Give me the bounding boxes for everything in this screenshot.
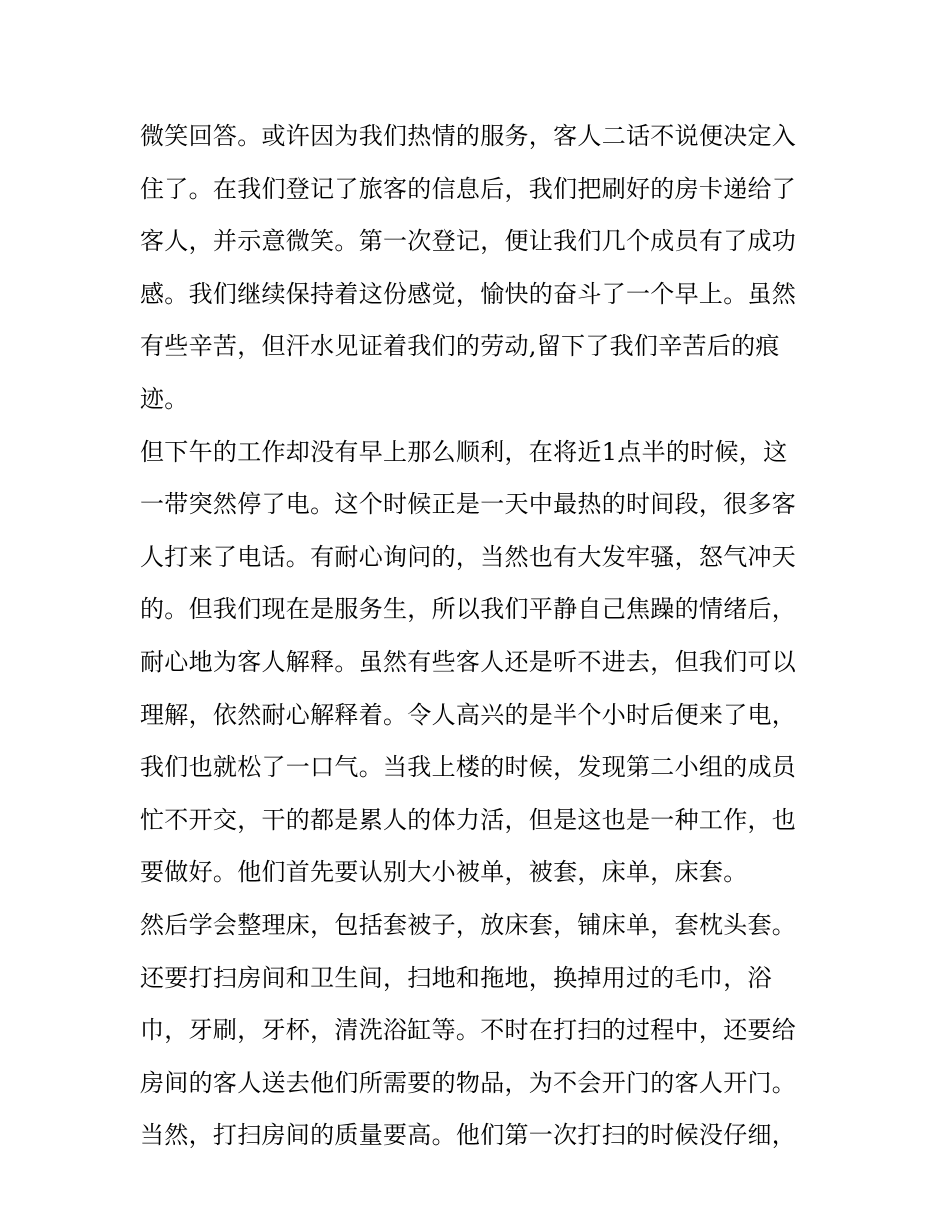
text-line: 有些辛苦，但汗水见证着我们的劳动,留下了我们辛苦后的痕 — [140, 332, 780, 361]
text-line: 人打来了电话。有耐心询问的，当然也有大发牢骚，怒气冲天 — [140, 542, 797, 571]
text-line: 的。但我们现在是服务生，所以我们平静自己焦躁的情绪后， — [140, 595, 797, 624]
body-text — [140, 110, 830, 1162]
text-line: 还要打扫房间和卫生间，扫地和拖地，换掉用过的毛巾，浴 — [140, 963, 772, 992]
text-line: 住了。在我们登记了旅客的信息后，我们把刷好的房卡递给了 — [140, 174, 797, 203]
text-line: 感。我们继续保持着这份感觉，愉快的奋斗了一个早上。虽然 — [140, 279, 797, 308]
text-line: 忙不开交，干的都是累人的体力活，但是这也是一种工作，也 — [140, 805, 797, 834]
text-line: 当然，打扫房间的质量要高。他们第一次打扫的时候没仔细， — [140, 1121, 797, 1150]
text-line: 然后学会整理床，包括套被子，放床套，铺床单，套枕头套。 — [140, 910, 797, 939]
text-line: 迹。 — [140, 384, 189, 413]
text-line: 客人，并示意微笑。第一次登记，便让我们几个成员有了成功 — [140, 227, 797, 256]
text-line: 但下午的工作却没有早上那么顺利，在将近1点半的时候，这 — [140, 437, 788, 466]
text-line: 我们也就松了一口气。当我上楼的时候，发现第二小组的成员 — [140, 753, 797, 782]
text-line: 要做好。他们首先要认别大小被单，被套，床单，床套。 — [140, 858, 748, 887]
text-line: 耐心地为客人解释。虽然有些客人还是听不进去，但我们可以 — [140, 647, 797, 676]
text-line: 微笑回答。或许因为我们热情的服务，客人二话不说便决定入 — [140, 122, 797, 150]
text-line: 理解，依然耐心解释着。令人高兴的是半个小时后便来了电， — [140, 700, 797, 729]
text-line: 巾，牙刷，牙杯，清洗浴缸等。不时在打扫的过程中，还要给 — [140, 1016, 797, 1045]
text-line: 一带突然停了电。这个时候正是一天中最热的时间段，很多客 — [140, 490, 797, 519]
text-line: 房间的客人送去他们所需要的物品，为不会开门的客人开门。 — [140, 1068, 797, 1097]
